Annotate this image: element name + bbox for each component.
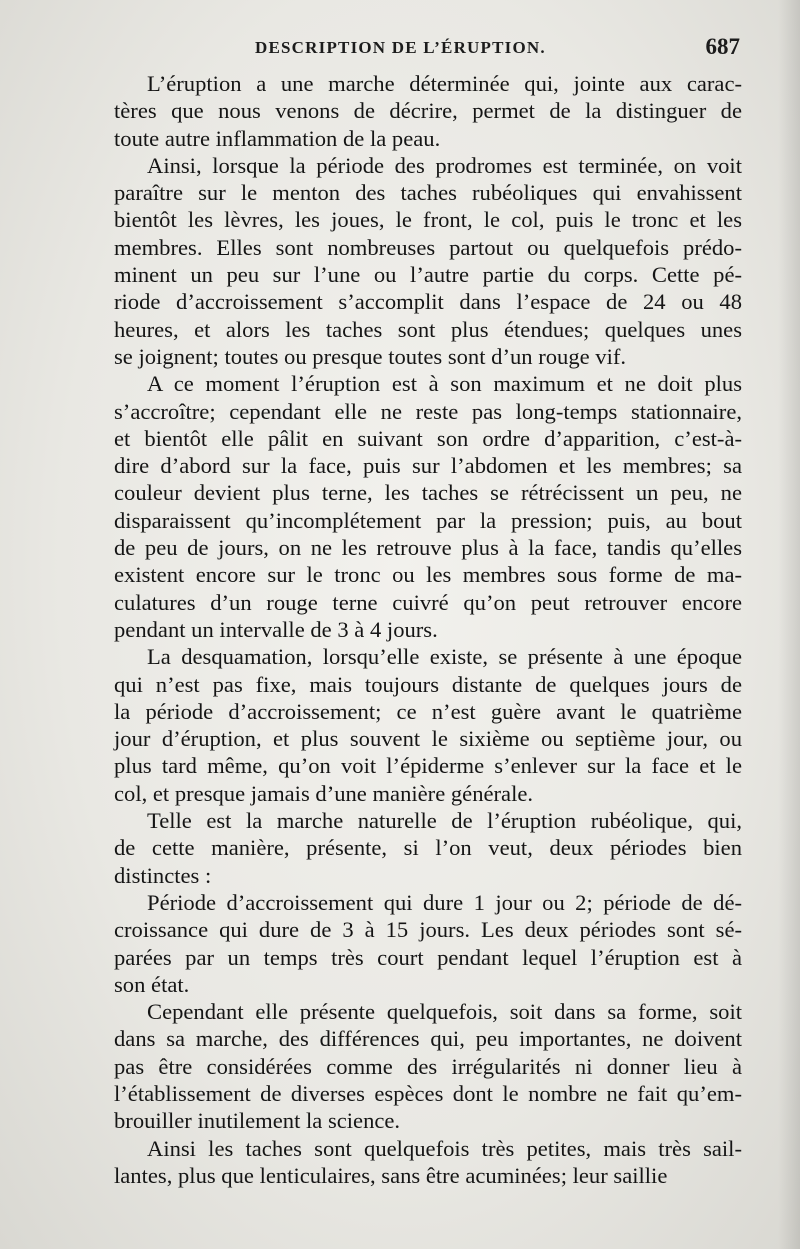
- text-line: membres. Elles sont nombreuses partout ou quelquefois prédo-: [114, 234, 742, 260]
- body-text: [114, 70, 742, 1189]
- text-line: Période d’accroissement qui dure 1 jour ou 2; période de dé-: [147, 889, 742, 915]
- text-line: et bientôt elle pâlit en suivant son ordre d’apparition, c’est-à-: [114, 425, 742, 451]
- text-line: pendant un intervalle de 3 à 4 jours.: [114, 616, 438, 642]
- text-line: de peu de jours, on ne les retrouve plus à la face, tandis qu’elles: [114, 535, 742, 561]
- text-line: Ainsi, lorsque la période des prodromes est terminée, on voit: [147, 152, 742, 178]
- text-line: La desquamation, lorsqu’elle existe, se présente à une époque: [147, 644, 742, 670]
- paragraph: [114, 889, 742, 998]
- paragraph: [114, 643, 742, 807]
- text-line: disparaissent qu’incomplétement par la pression; puis, au bout: [114, 507, 742, 533]
- text-line: A ce moment l’éruption est à son maximum et ne doit plus: [147, 371, 742, 397]
- page-number: 687: [705, 34, 740, 59]
- text-line: qui n’est pas fixe, mais toujours distante de quelques jours de: [114, 671, 742, 697]
- text-line: culatures d’un rouge terne cuivré qu’on peut retrouver encore: [114, 589, 742, 615]
- paragraph: [114, 70, 742, 152]
- text-line: tères que nous venons de décrire, permet de la distinguer de: [114, 98, 742, 124]
- text-line: heures, et alors les taches sont plus étendues; quelques unes: [114, 316, 742, 342]
- page-header: [115, 30, 740, 70]
- paragraph: [114, 1135, 742, 1190]
- paragraph: [114, 998, 742, 1134]
- text-line: distinctes :: [114, 862, 212, 888]
- text-line: minent un peu sur l’une ou l’autre partie du corps. Cette pé-: [114, 262, 742, 288]
- text-line: jour d’éruption, et plus souvent le sixième ou septième jour, ou: [114, 726, 742, 752]
- text-line: Telle est la marche naturelle de l’éruption rubéolique, qui,: [147, 808, 742, 834]
- text-line: pas être considérées comme des irrégularités ni donner lieu à: [114, 1053, 742, 1079]
- text-line: la période d’accroissement; ce n’est guère avant le quatrième: [114, 698, 742, 724]
- text-line: dans sa marche, des différences qui, peu importantes, ne doivent: [114, 1026, 742, 1052]
- text-line: de cette manière, présente, si l’on veut, deux périodes bien: [114, 835, 742, 861]
- text-line: croissance qui dure de 3 à 15 jours. Les deux périodes sont sé-: [114, 917, 742, 943]
- text-line: parées par un temps très court pendant lequel l’éruption est à: [114, 944, 742, 970]
- text-line: lantes, plus que lenticulaires, sans être acuminées; leur saillie: [114, 1162, 668, 1188]
- text-line: brouiller inutilement la science.: [114, 1108, 401, 1134]
- text-line: col, et presque jamais d’une manière générale.: [114, 780, 534, 806]
- text-line: riode d’accroissement s’accomplit dans l’espace de 24 ou 48: [114, 289, 742, 315]
- text-line: existent encore sur le tronc ou les membres sous forme de ma-: [114, 562, 742, 588]
- text-line: L’éruption a une marche déterminée qui, jointe aux carac-: [147, 71, 742, 96]
- text-line: s’accroître; cependant elle ne reste pas long-temps stationnaire,: [114, 398, 742, 424]
- running-title: DESCRIPTION DE L’ÉRUPTION.: [255, 38, 546, 57]
- text-line: l’établissement de diverses espèces dont le nombre ne fait qu’em-: [114, 1080, 742, 1106]
- paragraph: [114, 370, 742, 643]
- text-line: bientôt les lèvres, les joues, le front, le col, puis le tronc et les: [114, 207, 742, 233]
- paragraph: [114, 152, 742, 370]
- text-line: dire d’abord sur la face, puis sur l’abdomen et les membres; sa: [114, 453, 742, 479]
- text-line: Ainsi les taches sont quelquefois très petites, mais très sail-: [147, 1135, 742, 1161]
- text-line: se joignent; toutes ou presque toutes sont d’un rouge vif.: [114, 343, 627, 369]
- text-line: plus tard même, qu’on voit l’épiderme s’enlever sur la face et le: [114, 753, 742, 779]
- text-line: paraître sur le menton des taches rubéoliques qui envahissent: [114, 180, 742, 206]
- text-line: couleur devient plus terne, les taches se rétrécissent un peu, ne: [114, 480, 742, 506]
- text-line: son état.: [114, 971, 190, 997]
- paragraph: [114, 807, 742, 889]
- text-line: toute autre inflammation de la peau.: [114, 125, 441, 151]
- text-line: Cependant elle présente quelquefois, soit dans sa forme, soit: [147, 999, 742, 1025]
